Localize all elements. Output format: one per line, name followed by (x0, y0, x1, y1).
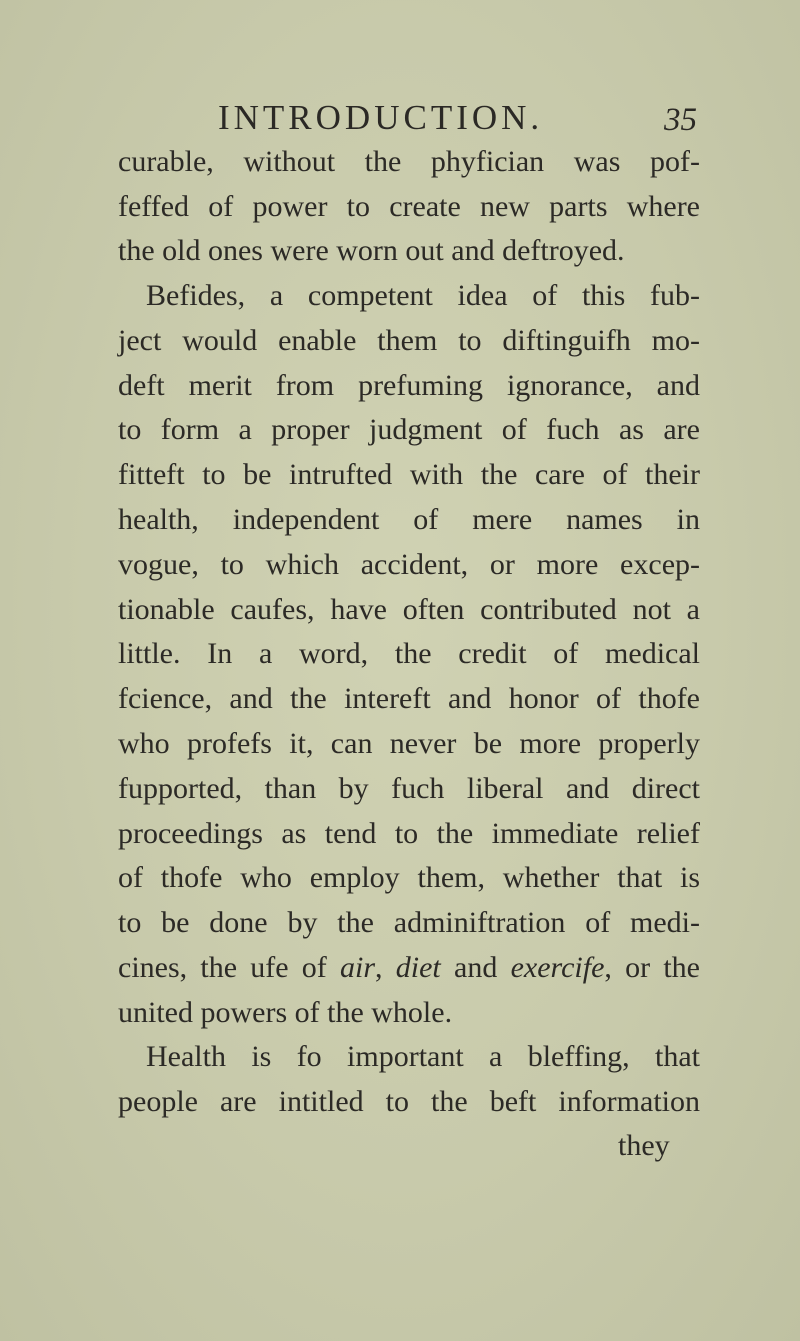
italic-word: diet (395, 951, 441, 984)
line-text: Health is fo important a bleffing, that (146, 1040, 700, 1073)
text-line (118, 724, 700, 764)
text-line (118, 187, 700, 227)
line-text: of thofe who employ them, whether that is (118, 861, 700, 894)
line-text: proceedings as tend to the immediate relief (118, 817, 700, 850)
catchword: they (618, 1129, 670, 1162)
line-text: and (440, 951, 511, 984)
text-line (118, 903, 700, 943)
line-text: cines, the ufe of (118, 951, 341, 984)
line-text: , or the (604, 951, 700, 984)
page-number: 35 (664, 102, 697, 138)
text-line (118, 814, 700, 854)
text-line (118, 455, 700, 495)
line-text: fcience, and the intereft and honor of thofe (118, 682, 700, 715)
line-text: feffed of power to create new parts where (118, 190, 700, 223)
line-text: health, independent of mere names in (118, 503, 700, 536)
text-line (118, 321, 700, 361)
text-line (118, 500, 700, 540)
line-text: deft merit from prefuming ignorance, and (118, 369, 700, 402)
line-text: vogue, to which accident, or more excep- (118, 548, 700, 581)
text-line (118, 1082, 700, 1122)
text-line (118, 545, 700, 585)
italic-word: exercife (510, 951, 605, 984)
line-text: tionable caufes, have often contributed not a (118, 593, 700, 626)
line-text: , (375, 951, 396, 984)
text-line (118, 366, 700, 406)
text-line (118, 993, 508, 1033)
running-head: INTRODUCTION. (218, 98, 544, 137)
text-line (118, 634, 700, 674)
line-text: little. In a word, the credit of medical (118, 637, 700, 670)
line-text: who profefs it, can never be more properly (118, 727, 700, 760)
text-line (118, 858, 700, 898)
text-line (118, 410, 700, 450)
text-line (118, 142, 700, 182)
line-text: ject would enable them to diftinguifh mo- (118, 324, 700, 357)
line-text: people are intitled to the beft information (118, 1085, 700, 1118)
line-text: united powers of the whole. (118, 996, 453, 1029)
text-line (118, 679, 700, 719)
line-text: curable, without the phyfician was pof- (118, 145, 700, 178)
italic-word: air (340, 951, 376, 984)
line-text: fitteft to be intrufted with the care of their (118, 458, 700, 491)
line-text: fupported, than by fuch liberal and direct (118, 772, 700, 805)
line-text: Befides, a competent idea of this fub- (146, 279, 700, 312)
line-text: the old ones were worn out and deftroyed. (118, 234, 625, 267)
text-line (146, 1037, 700, 1077)
text-line (118, 769, 700, 809)
text-line (146, 276, 700, 316)
text-line (118, 590, 700, 630)
text-line (118, 231, 625, 271)
line-text: to be done by the adminiftration of medi- (118, 906, 700, 939)
line-text: to form a proper judgment of fuch as are (118, 413, 700, 446)
text-line (118, 948, 700, 988)
